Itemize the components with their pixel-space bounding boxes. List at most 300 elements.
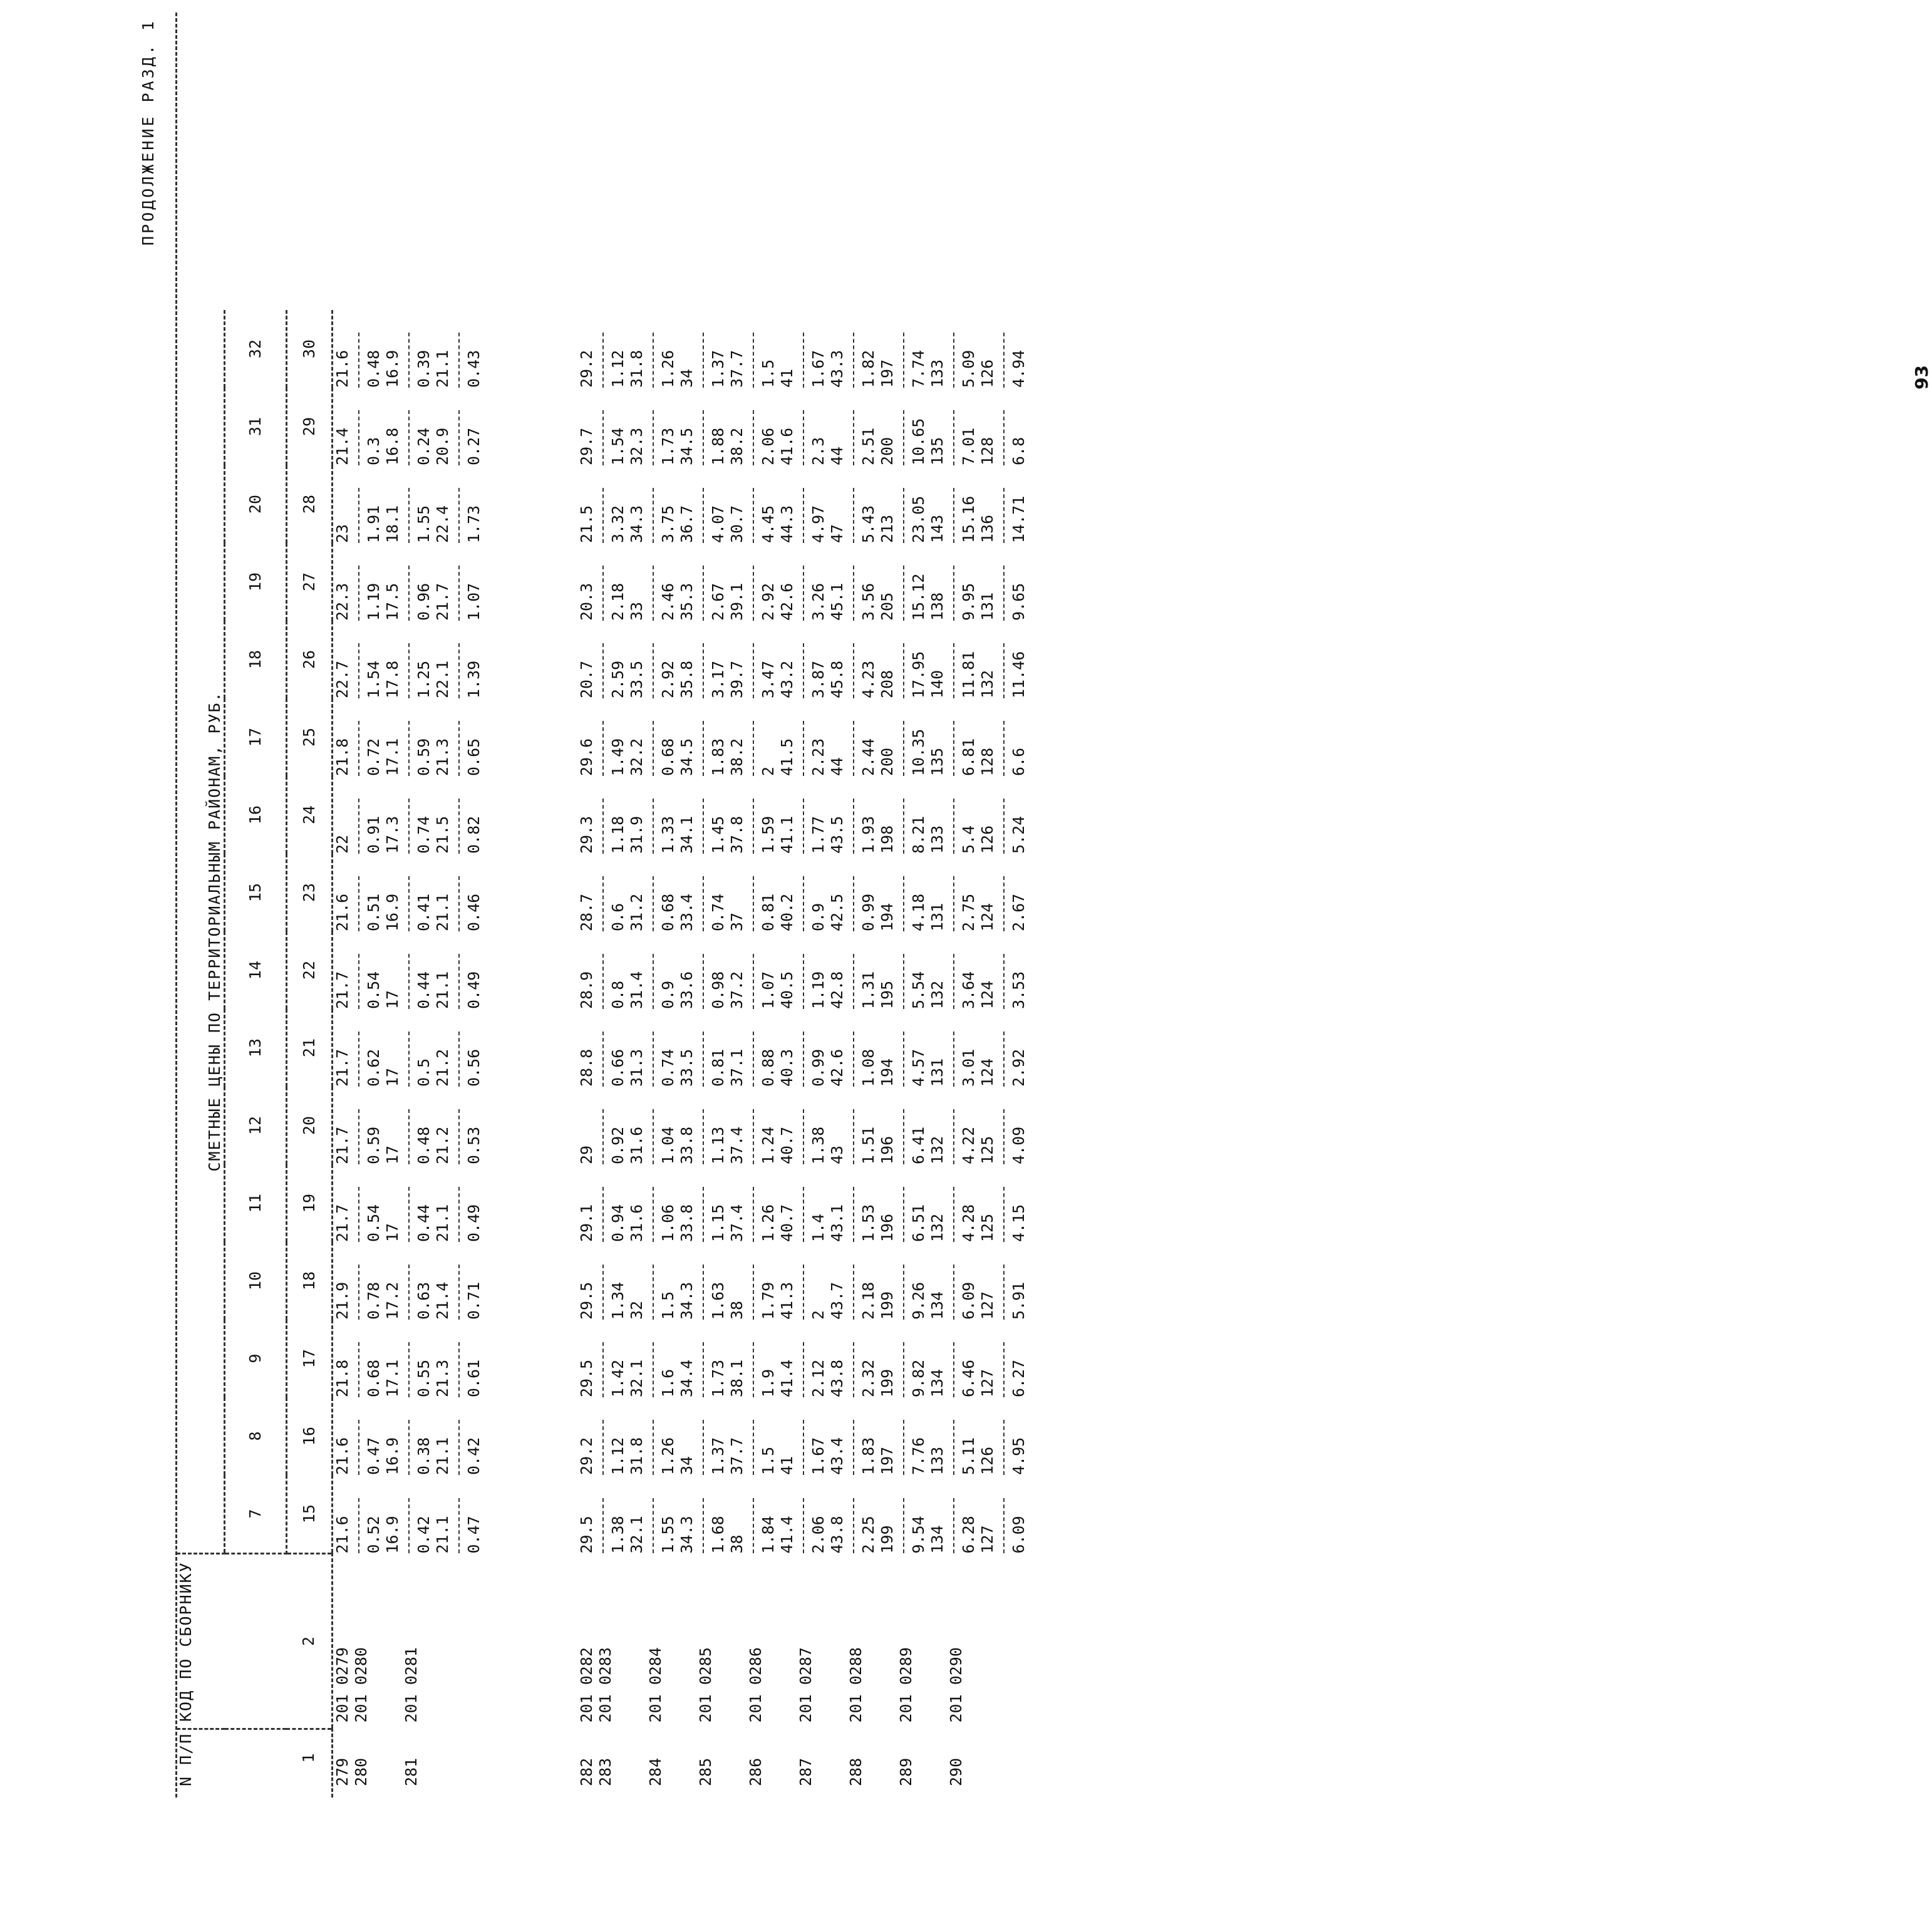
price-value: 7.74	[909, 349, 927, 388]
price-cell	[797, 776, 847, 854]
price-value: 0.59	[364, 1126, 383, 1164]
price-total: 17	[383, 1145, 401, 1164]
row-number: 290	[946, 1757, 965, 1786]
price-value: 2.18	[608, 582, 627, 621]
price-cell	[596, 698, 646, 776]
price-total: 40.3	[777, 1048, 796, 1087]
price-cell	[696, 1087, 746, 1164]
fraction-divider	[753, 1032, 754, 1087]
price-total: 194	[877, 1058, 896, 1087]
price-cell	[577, 388, 596, 465]
price-value: 1.67	[808, 1437, 827, 1475]
price-cell	[402, 1164, 483, 1242]
price-value: 0.47	[364, 1437, 383, 1475]
price-total: 37.8	[727, 815, 746, 854]
fraction-divider	[653, 1342, 654, 1397]
price-cell	[897, 388, 947, 465]
price-value: 1.25	[414, 660, 433, 698]
price-value: 3.26	[808, 582, 827, 621]
price-extra: 1.73	[464, 505, 483, 543]
price-total: 43.4	[827, 1437, 846, 1475]
fraction-divider	[903, 1187, 904, 1242]
price-value: 21.8	[333, 738, 351, 776]
price-value: 23	[333, 524, 351, 543]
fraction-divider	[903, 954, 904, 1009]
price-extra: 9.65	[1009, 582, 1028, 621]
price-total: 127	[978, 1368, 996, 1397]
price-value: 1.4	[808, 1213, 827, 1242]
price-total: 44	[827, 446, 846, 465]
price-value: 1.9	[758, 1368, 777, 1397]
price-cell	[332, 776, 352, 854]
price-total: 38.2	[727, 738, 746, 776]
fraction-divider	[703, 1420, 704, 1475]
price-total: 17	[383, 1067, 401, 1087]
price-value: 1.49	[608, 738, 627, 776]
table-row	[847, 310, 897, 1797]
price-total: 128	[978, 747, 996, 776]
fraction-divider	[853, 954, 854, 1009]
row-code: 201 0290	[946, 1647, 965, 1723]
price-total: 35.8	[677, 660, 696, 698]
price-value: 15.16	[959, 495, 978, 543]
fraction-divider	[703, 876, 704, 931]
price-cell	[696, 1164, 746, 1242]
column-number: 29	[286, 388, 332, 465]
fraction-divider	[703, 1499, 704, 1554]
price-total: 41.5	[777, 738, 796, 776]
price-value: 2.12	[808, 1359, 827, 1397]
price-value: 5.11	[959, 1437, 978, 1475]
price-extra: 0.56	[464, 1048, 483, 1087]
price-cell	[596, 931, 646, 1009]
price-total: 32.2	[627, 738, 646, 776]
price-value: 3.32	[608, 505, 627, 543]
fraction-divider	[458, 566, 460, 621]
price-cell	[797, 931, 847, 1009]
fraction-divider	[1003, 721, 1005, 776]
price-value: 5.09	[959, 349, 978, 388]
price-value: 1.07	[758, 971, 777, 1009]
price-value: 0.48	[414, 1126, 433, 1164]
fraction-divider	[602, 1032, 604, 1087]
price-total: 16.9	[383, 1516, 401, 1554]
fraction-divider	[853, 721, 854, 776]
price-cell	[577, 1320, 596, 1397]
price-extra: 0.49	[464, 1204, 483, 1242]
fraction-divider	[853, 1265, 854, 1320]
column-number: 30	[286, 310, 332, 388]
fraction-divider	[358, 799, 359, 854]
price-value: 1.38	[608, 1516, 627, 1554]
price-value: 29.2	[577, 1437, 596, 1475]
price-cell	[352, 543, 402, 621]
row-number: 285	[696, 1757, 715, 1786]
price-total: 37	[727, 912, 746, 931]
fraction-divider	[653, 1032, 654, 1087]
price-cell	[746, 1320, 797, 1397]
price-total: 21.1	[433, 1204, 452, 1242]
fraction-divider	[953, 954, 954, 1009]
price-cell	[352, 931, 402, 1009]
price-cell	[577, 465, 596, 543]
price-value: 9.82	[909, 1359, 927, 1397]
price-value: 1.54	[608, 427, 627, 465]
fraction-divider	[602, 799, 604, 854]
row-code: 201 0288	[846, 1647, 865, 1723]
fraction-divider	[458, 1032, 460, 1087]
fraction-divider	[753, 1187, 754, 1242]
fraction-divider	[903, 1265, 904, 1320]
price-value: 0.24	[414, 427, 433, 465]
price-value: 0.62	[364, 1048, 383, 1087]
price-value: 1.45	[708, 815, 727, 854]
fraction-divider	[458, 1109, 460, 1164]
price-cell	[847, 931, 897, 1009]
price-value: 0.44	[414, 971, 433, 1009]
price-total: 31.9	[627, 815, 646, 854]
price-value: 1.79	[758, 1281, 777, 1320]
fraction-divider	[408, 799, 410, 854]
price-value: 21.7	[333, 1204, 351, 1242]
price-value: 0.91	[364, 815, 383, 854]
fraction-divider	[703, 799, 704, 854]
price-cell	[947, 1242, 1028, 1320]
price-extra: 5.24	[1009, 815, 1028, 854]
price-value: 3.01	[959, 1048, 978, 1087]
price-cell	[746, 1164, 797, 1242]
row-number: 287	[796, 1757, 815, 1786]
price-extra: 6.8	[1009, 437, 1028, 465]
column-number: 19	[286, 1164, 332, 1242]
price-value: 3.75	[658, 505, 677, 543]
price-total: 33	[627, 601, 646, 621]
price-value: 4.23	[859, 660, 877, 698]
page-number: 93	[1911, 365, 1932, 390]
fraction-divider	[703, 643, 704, 698]
price-value: 20.7	[577, 660, 596, 698]
fraction-divider	[953, 799, 954, 854]
fraction-divider	[853, 643, 854, 698]
price-value: 1.54	[364, 660, 383, 698]
price-value: 1.84	[758, 1516, 777, 1554]
price-cell	[797, 1320, 847, 1397]
price-total: 37.7	[727, 349, 746, 388]
price-value: 1.33	[658, 815, 677, 854]
region-number: 15	[225, 854, 286, 931]
price-total: 21.1	[433, 971, 452, 1009]
price-cell	[797, 1087, 847, 1164]
price-total: 17.1	[383, 1359, 401, 1397]
price-cell	[746, 543, 797, 621]
fraction-divider	[358, 1032, 359, 1087]
price-cell	[696, 465, 746, 543]
price-value: 20.3	[577, 582, 596, 621]
price-total: 17.8	[383, 660, 401, 698]
price-total: 17.1	[383, 738, 401, 776]
price-cell	[402, 1475, 483, 1554]
price-value: 0.39	[414, 349, 433, 388]
price-cell	[332, 1087, 352, 1164]
price-total: 42.8	[827, 971, 846, 1009]
price-cell	[746, 854, 797, 931]
fraction-divider	[853, 1187, 854, 1242]
price-total: 21.4	[433, 1281, 452, 1320]
price-cell	[696, 698, 746, 776]
fraction-divider	[903, 1499, 904, 1554]
price-cell	[947, 776, 1028, 854]
fraction-divider	[1003, 410, 1005, 465]
fraction-divider	[653, 333, 654, 388]
price-value: 4.22	[959, 1126, 978, 1164]
price-cell	[352, 1397, 402, 1475]
price-total: 34.3	[677, 1281, 696, 1320]
column-number: 18	[286, 1242, 332, 1320]
price-total: 196	[877, 1135, 896, 1164]
fraction-divider	[803, 1265, 804, 1320]
fraction-divider	[753, 1265, 754, 1320]
price-cell	[847, 1087, 897, 1164]
price-extra: 4.09	[1009, 1126, 1028, 1164]
price-value: 23.05	[909, 495, 927, 543]
price-cell	[402, 776, 483, 854]
price-value: 3.17	[708, 660, 727, 698]
price-value: 3.56	[859, 582, 877, 621]
price-total: 143	[927, 514, 946, 543]
price-value: 29.5	[577, 1516, 596, 1554]
price-cell	[947, 621, 1028, 698]
row-code: 201 0287	[796, 1647, 815, 1723]
price-cell	[596, 1009, 646, 1087]
fraction-divider	[903, 799, 904, 854]
price-total: 34.4	[677, 1359, 696, 1397]
price-value: 1.37	[708, 349, 727, 388]
column-number: 21	[286, 1009, 332, 1087]
fraction-divider	[653, 799, 654, 854]
fraction-divider	[703, 1109, 704, 1164]
price-total: 128	[978, 437, 996, 465]
region-number: 8	[225, 1397, 286, 1475]
fraction-divider	[358, 1342, 359, 1397]
price-value: 0.8	[608, 980, 627, 1009]
price-total: 33.8	[677, 1126, 696, 1164]
fraction-divider	[1003, 799, 1005, 854]
table-body	[332, 310, 1028, 1797]
fraction-divider	[753, 876, 754, 931]
price-cell	[797, 698, 847, 776]
fraction-divider	[703, 1032, 704, 1087]
price-total: 138	[927, 592, 946, 621]
price-cell	[746, 1087, 797, 1164]
price-cell	[847, 1164, 897, 1242]
row-code: 201 0284	[646, 1647, 664, 1723]
fraction-divider	[753, 333, 754, 388]
price-total: 22.4	[433, 505, 452, 543]
price-total: 124	[978, 903, 996, 931]
price-total: 134	[927, 1291, 946, 1320]
price-cell	[352, 310, 402, 388]
price-value: 0.78	[364, 1281, 383, 1320]
price-value: 2.25	[859, 1516, 877, 1554]
fraction-divider	[853, 1109, 854, 1164]
fraction-divider	[703, 721, 704, 776]
price-total: 133	[927, 825, 946, 854]
price-total: 21.7	[433, 582, 452, 621]
price-value: 21.6	[333, 1516, 351, 1554]
price-total: 41	[777, 1456, 796, 1475]
price-value: 1.12	[608, 349, 627, 388]
price-total: 22.1	[433, 660, 452, 698]
price-total: 37.7	[727, 1437, 746, 1475]
price-extra: 0.53	[464, 1126, 483, 1164]
fraction-divider	[703, 954, 704, 1009]
price-total: 131	[927, 903, 946, 931]
price-cell	[646, 388, 696, 465]
fraction-divider	[903, 333, 904, 388]
price-total: 31.8	[627, 1437, 646, 1475]
table-row	[402, 310, 483, 1797]
fraction-divider	[653, 1187, 654, 1242]
price-value: 0.52	[364, 1516, 383, 1554]
col-n-label: N П/П	[177, 1732, 195, 1786]
fraction-divider	[903, 1032, 904, 1087]
fraction-divider	[953, 1187, 954, 1242]
fraction-divider	[803, 643, 804, 698]
price-value: 2.18	[859, 1281, 877, 1320]
price-total: 41.3	[777, 1281, 796, 1320]
price-cell	[646, 776, 696, 854]
fraction-divider	[953, 876, 954, 931]
fraction-divider	[1003, 1342, 1005, 1397]
column-number: 24	[286, 776, 332, 854]
price-cell	[352, 388, 402, 465]
price-cell	[577, 310, 596, 388]
fraction-divider	[408, 1342, 410, 1397]
fraction-divider	[358, 566, 359, 621]
price-value: 3.47	[758, 660, 777, 698]
fraction-divider	[803, 488, 804, 543]
price-cell	[797, 465, 847, 543]
price-value: 1.26	[658, 1437, 677, 1475]
price-extra: 1.07	[464, 582, 483, 621]
price-value: 3.64	[959, 971, 978, 1009]
price-total: 34	[677, 1456, 696, 1475]
price-cell	[577, 776, 596, 854]
price-total: 136	[978, 514, 996, 543]
price-total: 127	[978, 1291, 996, 1320]
price-value: 0.9	[808, 903, 827, 931]
price-cell	[797, 854, 847, 931]
region-number: 31	[225, 388, 286, 465]
fraction-divider	[602, 1187, 604, 1242]
price-value: 1.83	[708, 738, 727, 776]
price-total: 200	[877, 747, 896, 776]
price-value: 4.57	[909, 1048, 927, 1087]
price-cell	[646, 1475, 696, 1554]
price-cell	[402, 310, 483, 388]
price-total: 133	[927, 359, 946, 388]
price-cell	[577, 621, 596, 698]
fraction-divider	[458, 333, 460, 388]
price-cell	[797, 543, 847, 621]
price-value: 21.7	[333, 1126, 351, 1164]
price-total: 195	[877, 980, 896, 1009]
price-value: 1.51	[859, 1126, 877, 1164]
price-total: 131	[927, 1058, 946, 1087]
table-row	[352, 310, 402, 1797]
price-value: 1.31	[859, 971, 877, 1009]
region-number: 7	[225, 1475, 286, 1554]
table-row	[332, 310, 352, 1797]
price-value: 1.12	[608, 1437, 627, 1475]
price-cell	[646, 310, 696, 388]
price-total: 43.2	[777, 660, 796, 698]
price-cell	[947, 543, 1028, 621]
price-value: 0.74	[708, 893, 727, 931]
price-cell	[646, 543, 696, 621]
price-total: 32.1	[627, 1516, 646, 1554]
price-total: 39.1	[727, 582, 746, 621]
price-value: 1.37	[708, 1437, 727, 1475]
price-cell	[947, 1087, 1028, 1164]
price-cell	[646, 1164, 696, 1242]
column-number-row	[286, 310, 332, 1797]
price-cell	[847, 310, 897, 388]
region-number: 18	[225, 621, 286, 698]
price-value: 1.77	[808, 815, 827, 854]
price-extra: 4.15	[1009, 1204, 1028, 1242]
price-total: 43.8	[827, 1516, 846, 1554]
price-cell	[577, 1009, 596, 1087]
region-number: 19	[225, 543, 286, 621]
fraction-divider	[408, 1187, 410, 1242]
price-value: 0.54	[364, 1204, 383, 1242]
fraction-divider	[602, 1499, 604, 1554]
price-total: 132	[927, 980, 946, 1009]
fraction-divider	[703, 410, 704, 465]
row-number: 288	[846, 1757, 865, 1786]
price-total: 39.7	[727, 660, 746, 698]
fraction-divider	[602, 1265, 604, 1320]
price-cell	[402, 1320, 483, 1397]
price-extra: 2.92	[1009, 1048, 1028, 1087]
fraction-divider	[358, 721, 359, 776]
price-total: 199	[877, 1291, 896, 1320]
fraction-divider	[653, 566, 654, 621]
price-total: 41.6	[777, 427, 796, 465]
price-value: 28.9	[577, 971, 596, 1009]
price-value: 1.91	[364, 505, 383, 543]
price-total: 43.7	[827, 1281, 846, 1320]
price-value: 1.93	[859, 815, 877, 854]
fraction-divider	[903, 876, 904, 931]
price-total: 132	[978, 670, 996, 698]
fraction-divider	[853, 876, 854, 931]
price-value: 1.24	[758, 1126, 777, 1164]
price-total: 208	[877, 670, 896, 698]
price-cell	[847, 776, 897, 854]
fraction-divider	[703, 333, 704, 388]
price-total: 35.3	[677, 582, 696, 621]
fraction-divider	[853, 799, 854, 854]
fraction-divider	[753, 1499, 754, 1554]
price-total: 43	[827, 1145, 846, 1164]
fraction-divider	[458, 643, 460, 698]
price-cell	[847, 465, 897, 543]
table-row	[577, 310, 596, 1797]
column-number: 28	[286, 465, 332, 543]
fraction-divider	[703, 566, 704, 621]
